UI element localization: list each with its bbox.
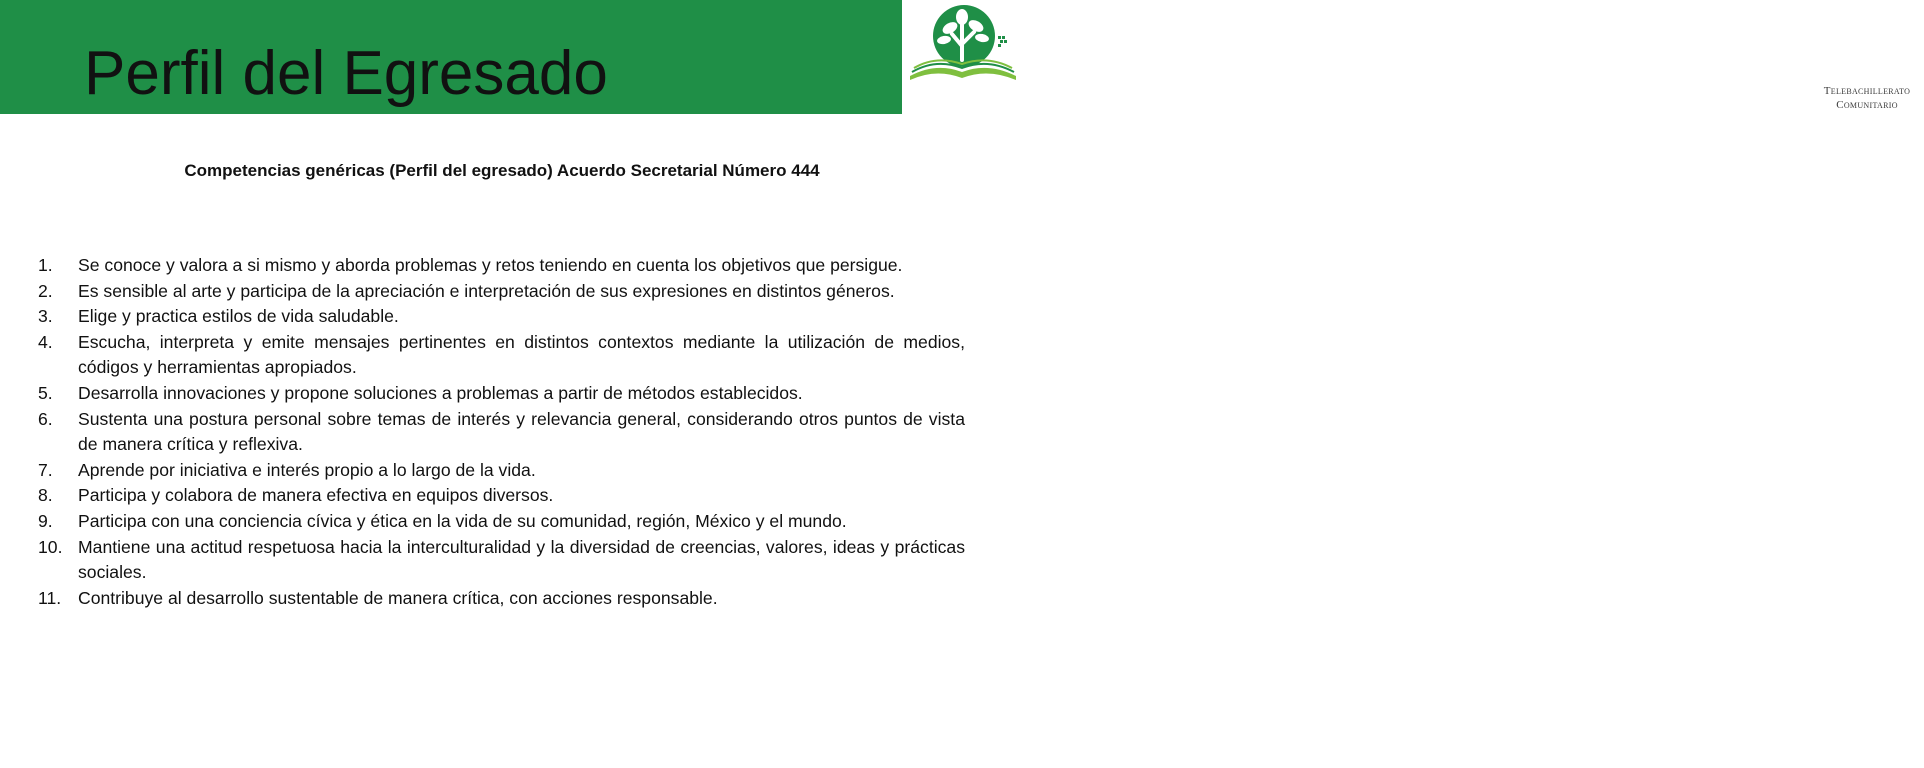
list-item-text: Escucha, interpreta y emite mensajes pertinentes en distintos contextos mediante la utilización de medios, códigos y herramientas apropiados.: [78, 331, 965, 378]
page-title: Perfil del Egresado: [84, 39, 608, 108]
subtitle: Competencias genéricas (Perfil del egresado) Acuerdo Secretarial Número 444: [184, 161, 820, 180]
list-item: [38, 304, 965, 330]
list-item: [38, 381, 965, 407]
logo-text-line1: Telebachillerato: [1823, 85, 1911, 97]
list-item-text: Se conoce y valora a si mismo y aborda problemas y retos teniendo en cuenta los objetivos que persigue.: [78, 255, 903, 275]
list-item-number: 3.: [38, 306, 53, 327]
list-item-number: 6.: [38, 408, 53, 429]
list-item-text: Contribuye al desarrollo sustentable de manera crítica, con acciones responsable.: [78, 587, 718, 608]
list-item-number: 11.: [38, 587, 62, 608]
list-item-number: 8.: [38, 485, 53, 506]
list-item: [38, 279, 965, 305]
list-item-text: Sustenta una postura personal sobre temas de interés y relevancia general, considerando otros puntos de vista de manera crítica y reflexiva.: [78, 408, 965, 455]
list-item-text: Elige y practica estilos de vida saludable.: [78, 306, 399, 327]
list-item-number: 2.: [38, 280, 53, 301]
list-item-text: Participa y colabora de manera efectiva en equipos diversos.: [78, 485, 554, 506]
tree-book-icon: [902, 0, 1024, 114]
list-item-number: 4.: [38, 331, 53, 352]
list-item: [38, 509, 965, 535]
list-item: [38, 253, 965, 279]
list-item-text: Participa con una conciencia cívica y ética en la vida de su comunidad, región, México y el mundo.: [78, 510, 847, 531]
logo-text-line2: Comunitario: [1836, 99, 1898, 111]
list-item-number: 9.: [38, 510, 53, 531]
logo: [902, 0, 1911, 114]
list-item: [38, 407, 965, 458]
list-item: [38, 535, 965, 586]
list-item-number: 1.: [38, 255, 53, 275]
list-item: [38, 483, 965, 509]
list-item-number: 10.: [38, 536, 63, 557]
list-item-number: 7.: [38, 459, 53, 480]
competencies-list: [38, 253, 965, 611]
list-item-number: 5.: [38, 382, 53, 403]
list-item-text: Desarrolla innovaciones y propone soluciones a problemas a partir de métodos establecidos.: [78, 382, 803, 403]
list-item-text: Aprende por iniciativa e interés propio a lo largo de la vida.: [78, 459, 536, 480]
list-item: [38, 458, 965, 484]
list-item: [38, 586, 965, 612]
list-item-text: Mantiene una actitud respetuosa hacia la interculturalidad y la diversidad de creencias, valores, ideas y prácticas sociales.: [78, 536, 965, 583]
list-item: [38, 330, 965, 381]
list-item-text: Es sensible al arte y participa de la apreciación e interpretación de sus expresiones en distintos géneros.: [78, 280, 895, 301]
